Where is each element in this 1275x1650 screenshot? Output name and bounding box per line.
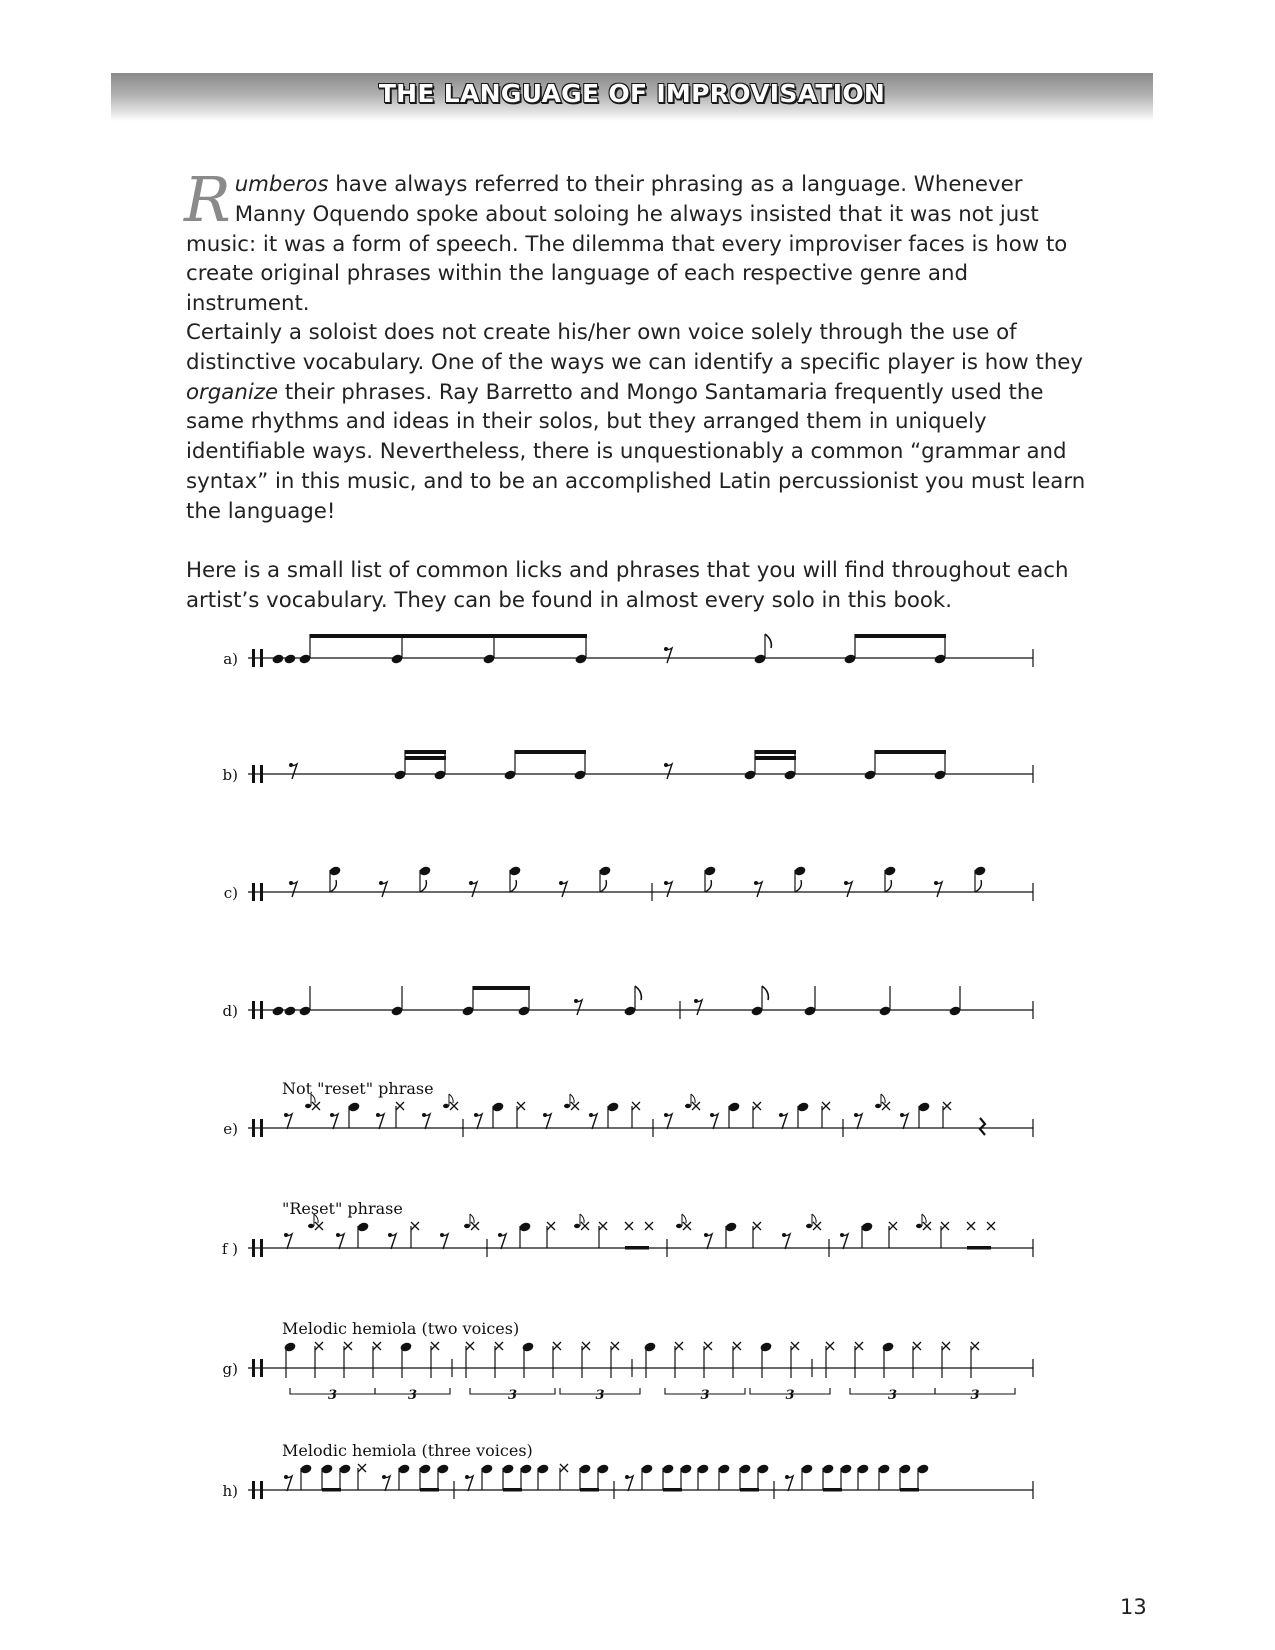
tuplet-number: 3 bbox=[407, 1388, 418, 1403]
notation-example-4 bbox=[223, 986, 1033, 1020]
eighth-rest bbox=[694, 999, 698, 1003]
page-number: 13 bbox=[1120, 1595, 1147, 1619]
note-beam bbox=[625, 1246, 649, 1250]
grace-note bbox=[685, 1104, 691, 1108]
tuplet-number: 3 bbox=[595, 1388, 605, 1403]
paragraph-text: Certainly a soloist does not create his/her own voice solely through the use of distinctive vocabulary. One of the ways we can identify a specific player is how they bbox=[186, 320, 1084, 375]
eighth-rest bbox=[388, 1233, 392, 1237]
example-label: d) bbox=[222, 1002, 238, 1020]
eighth-rest bbox=[854, 1113, 858, 1117]
italic-word: umberos bbox=[234, 172, 329, 197]
note-flag bbox=[600, 880, 606, 892]
eighth-rest bbox=[336, 1233, 340, 1237]
eighth-rest bbox=[664, 881, 668, 885]
note-beam bbox=[503, 1488, 522, 1492]
grace-note bbox=[443, 1104, 449, 1108]
note-flag bbox=[765, 634, 771, 648]
x-note-head bbox=[692, 1102, 700, 1110]
x-note-head bbox=[913, 1342, 921, 1350]
eighth-rest bbox=[330, 1113, 334, 1117]
x-note-head bbox=[553, 1342, 561, 1350]
x-note-head bbox=[315, 1222, 323, 1230]
note-head bbox=[283, 1005, 296, 1016]
x-note-head bbox=[571, 1102, 579, 1110]
x-note-head bbox=[826, 1342, 834, 1350]
eighth-rest bbox=[469, 881, 473, 885]
eighth-rest bbox=[844, 881, 848, 885]
x-note-head bbox=[599, 1222, 607, 1230]
example-label: h) bbox=[222, 1482, 238, 1500]
grace-note bbox=[470, 1214, 474, 1223]
quarter-rest bbox=[980, 1118, 985, 1135]
note-beam bbox=[740, 1488, 759, 1492]
eighth-rest bbox=[782, 1233, 786, 1237]
note-flag bbox=[762, 986, 768, 1000]
x-note-head bbox=[581, 1222, 589, 1230]
drop-cap: R bbox=[184, 163, 231, 236]
x-note-head bbox=[517, 1102, 525, 1110]
grace-note bbox=[682, 1214, 686, 1223]
example-label: a) bbox=[223, 650, 238, 668]
percussion-clef bbox=[260, 1239, 263, 1257]
note-flag bbox=[975, 880, 981, 892]
percussion-clef bbox=[260, 1359, 263, 1377]
note-flag bbox=[705, 880, 711, 892]
percussion-clef bbox=[260, 1481, 263, 1499]
example-label: b) bbox=[222, 766, 238, 784]
note-head bbox=[271, 1005, 284, 1016]
x-note-head bbox=[547, 1222, 555, 1230]
note-flag bbox=[795, 880, 801, 892]
eighth-rest bbox=[934, 881, 938, 885]
x-note-head bbox=[733, 1342, 741, 1350]
x-note-head bbox=[753, 1102, 761, 1110]
eighth-rest bbox=[574, 999, 578, 1003]
eighth-rest bbox=[900, 1113, 904, 1117]
grace-note bbox=[676, 1224, 682, 1228]
note-beam bbox=[755, 750, 796, 754]
percussion-clef bbox=[260, 1001, 263, 1019]
grace-note bbox=[305, 1104, 311, 1108]
x-note-head bbox=[943, 1102, 951, 1110]
x-note-head bbox=[315, 1342, 323, 1350]
x-note-head bbox=[675, 1342, 683, 1350]
example-label: f ) bbox=[221, 1240, 238, 1258]
x-note-head bbox=[396, 1102, 404, 1110]
eighth-rest bbox=[465, 1475, 469, 1479]
eighth-rest bbox=[422, 1113, 426, 1117]
percussion-clef bbox=[252, 1119, 255, 1137]
note-beam bbox=[855, 634, 946, 638]
paragraph-text: have always referred to their phrasing as a language. Whenever Manny Oquendo spoke about soloing he always insisted that it was not just music: it was a form of speech. The dilemma that every improviser faces is how to create original phrases within the language of each respective genre and instrument. bbox=[186, 172, 1068, 317]
x-note-head bbox=[822, 1102, 830, 1110]
tuplet-number: 3 bbox=[700, 1388, 710, 1403]
eighth-rest bbox=[382, 1475, 386, 1479]
x-note-head bbox=[967, 1222, 975, 1230]
example-caption: "Reset" phrase bbox=[282, 1199, 403, 1218]
x-note-head bbox=[312, 1102, 320, 1110]
note-beam bbox=[420, 1488, 439, 1492]
percussion-clef bbox=[260, 765, 263, 783]
x-note-head bbox=[813, 1222, 821, 1230]
x-note-head bbox=[582, 1342, 590, 1350]
grace-note bbox=[449, 1094, 453, 1103]
eighth-rest bbox=[379, 881, 383, 885]
notation-example-1 bbox=[223, 634, 1033, 668]
grace-note bbox=[464, 1224, 470, 1228]
percussion-clef bbox=[260, 649, 263, 667]
example-caption: Melodic hemiola (two voices) bbox=[282, 1319, 520, 1338]
note-beam bbox=[515, 750, 586, 754]
note-beam bbox=[322, 1488, 341, 1492]
x-note-head bbox=[645, 1222, 653, 1230]
notation-example-8 bbox=[222, 1441, 1033, 1500]
tuplet-number: 3 bbox=[887, 1388, 898, 1403]
percussion-clef bbox=[252, 1359, 255, 1377]
grace-note bbox=[308, 1224, 314, 1228]
note-beam bbox=[473, 986, 530, 990]
note-beam bbox=[580, 1488, 599, 1492]
grace-note bbox=[574, 1224, 580, 1228]
percussion-clef bbox=[252, 883, 255, 901]
percussion-clef bbox=[252, 1001, 255, 1019]
x-note-head bbox=[358, 1464, 366, 1472]
x-note-head bbox=[625, 1222, 633, 1230]
grace-note bbox=[806, 1224, 812, 1228]
eighth-rest bbox=[289, 881, 293, 885]
x-note-head bbox=[942, 1342, 950, 1350]
note-flag bbox=[635, 986, 641, 1000]
note-head bbox=[283, 653, 296, 664]
notation-example-6 bbox=[222, 1199, 1033, 1258]
eighth-rest bbox=[284, 1233, 288, 1237]
note-flag bbox=[885, 880, 891, 892]
eighth-rest bbox=[559, 881, 563, 885]
tuplet-number: 3 bbox=[327, 1388, 338, 1403]
notation-example-5 bbox=[223, 1079, 1033, 1138]
eighth-rest bbox=[589, 1113, 593, 1117]
eighth-rest bbox=[498, 1233, 502, 1237]
x-note-head bbox=[971, 1342, 979, 1350]
x-note-head bbox=[941, 1222, 949, 1230]
grace-note bbox=[580, 1214, 584, 1223]
page-title: THE LANGUAGE OF IMPROVISATION bbox=[378, 79, 886, 108]
tuplet-number: 3 bbox=[785, 1388, 795, 1403]
x-note-head bbox=[344, 1342, 352, 1350]
eighth-rest bbox=[704, 1233, 708, 1237]
x-note-head bbox=[987, 1222, 995, 1230]
note-flag bbox=[420, 880, 426, 892]
x-note-head bbox=[495, 1342, 503, 1350]
x-note-head bbox=[450, 1102, 458, 1110]
grace-note bbox=[881, 1094, 885, 1103]
x-note-head bbox=[560, 1464, 568, 1472]
example-caption: Not "reset" phrase bbox=[282, 1079, 434, 1098]
eighth-rest bbox=[664, 1113, 668, 1117]
x-note-head bbox=[373, 1342, 381, 1350]
x-note-head bbox=[471, 1222, 479, 1230]
x-note-head bbox=[411, 1222, 419, 1230]
notation-example-7 bbox=[223, 1319, 1033, 1403]
note-flag bbox=[330, 880, 336, 892]
note-beam bbox=[755, 756, 796, 760]
x-note-head bbox=[466, 1342, 474, 1350]
x-note-head bbox=[753, 1222, 761, 1230]
x-note-head bbox=[611, 1342, 619, 1350]
x-note-head bbox=[632, 1102, 640, 1110]
eighth-rest bbox=[779, 1113, 783, 1117]
example-caption: Melodic hemiola (three voices) bbox=[282, 1441, 533, 1460]
x-note-head bbox=[431, 1342, 439, 1350]
x-note-head bbox=[704, 1342, 712, 1350]
eighth-rest bbox=[625, 1475, 629, 1479]
grace-note bbox=[570, 1094, 574, 1103]
notation-example-3 bbox=[224, 865, 1033, 902]
x-note-head bbox=[889, 1222, 897, 1230]
eighth-rest bbox=[840, 1233, 844, 1237]
grace-note bbox=[564, 1104, 570, 1108]
grace-note bbox=[875, 1104, 881, 1108]
note-beam bbox=[967, 1246, 991, 1250]
x-note-head bbox=[791, 1342, 799, 1350]
percussion-clef bbox=[252, 1239, 255, 1257]
eighth-rest bbox=[664, 647, 668, 651]
note-beam bbox=[405, 750, 446, 754]
percussion-clef bbox=[260, 1119, 263, 1137]
percussion-clef bbox=[252, 765, 255, 783]
percussion-clef bbox=[252, 1481, 255, 1499]
italic-word: organize bbox=[186, 379, 279, 405]
eighth-rest bbox=[474, 1113, 478, 1117]
grace-note bbox=[916, 1224, 922, 1228]
note-beam bbox=[900, 1488, 919, 1492]
percussion-clef bbox=[260, 883, 263, 901]
paragraph-text: their phrases. Ray Barretto and Mongo Santamaria frequently used the same rhythms and ideas in their solos, but they arranged them in uniquely identifiable ways. Nevertheless, there is unquestionably a common “grammar and syntax” in this music, and to be an accomplished Latin percussionist you must learn the language! bbox=[186, 379, 1086, 524]
eighth-rest bbox=[754, 881, 758, 885]
note-beam bbox=[823, 1488, 842, 1492]
note-beam bbox=[875, 750, 946, 754]
notation-example-2 bbox=[223, 750, 1033, 784]
example-label: e) bbox=[223, 1120, 238, 1138]
note-beam bbox=[405, 756, 446, 760]
eighth-rest bbox=[710, 1113, 714, 1117]
x-note-head bbox=[683, 1222, 691, 1230]
eighth-rest bbox=[664, 763, 668, 767]
note-head bbox=[271, 653, 284, 664]
note-flag bbox=[510, 880, 516, 892]
paragraph-list-intro: Here is a small list of common licks and phrases that you will find throughout each artist’s vocabulary. They can be found in almost every solo in this book. bbox=[186, 558, 1069, 613]
percussion-clef bbox=[252, 649, 255, 667]
note-beam bbox=[310, 634, 587, 638]
eighth-rest bbox=[376, 1113, 380, 1117]
grace-note bbox=[691, 1094, 695, 1103]
tuplet-number: 3 bbox=[507, 1388, 518, 1403]
note-beam bbox=[663, 1488, 682, 1492]
eighth-rest bbox=[785, 1475, 789, 1479]
eighth-rest bbox=[543, 1113, 547, 1117]
tuplet-number: 3 bbox=[970, 1388, 980, 1403]
example-label: c) bbox=[223, 884, 238, 902]
example-label: g) bbox=[222, 1360, 238, 1378]
grace-note bbox=[812, 1214, 816, 1223]
eighth-rest bbox=[284, 1475, 288, 1479]
x-note-head bbox=[855, 1342, 863, 1350]
x-note-head bbox=[882, 1102, 890, 1110]
x-note-head bbox=[923, 1222, 931, 1230]
grace-note bbox=[922, 1214, 926, 1223]
eighth-rest bbox=[289, 763, 293, 767]
eighth-rest bbox=[284, 1113, 288, 1117]
eighth-rest bbox=[440, 1233, 444, 1237]
